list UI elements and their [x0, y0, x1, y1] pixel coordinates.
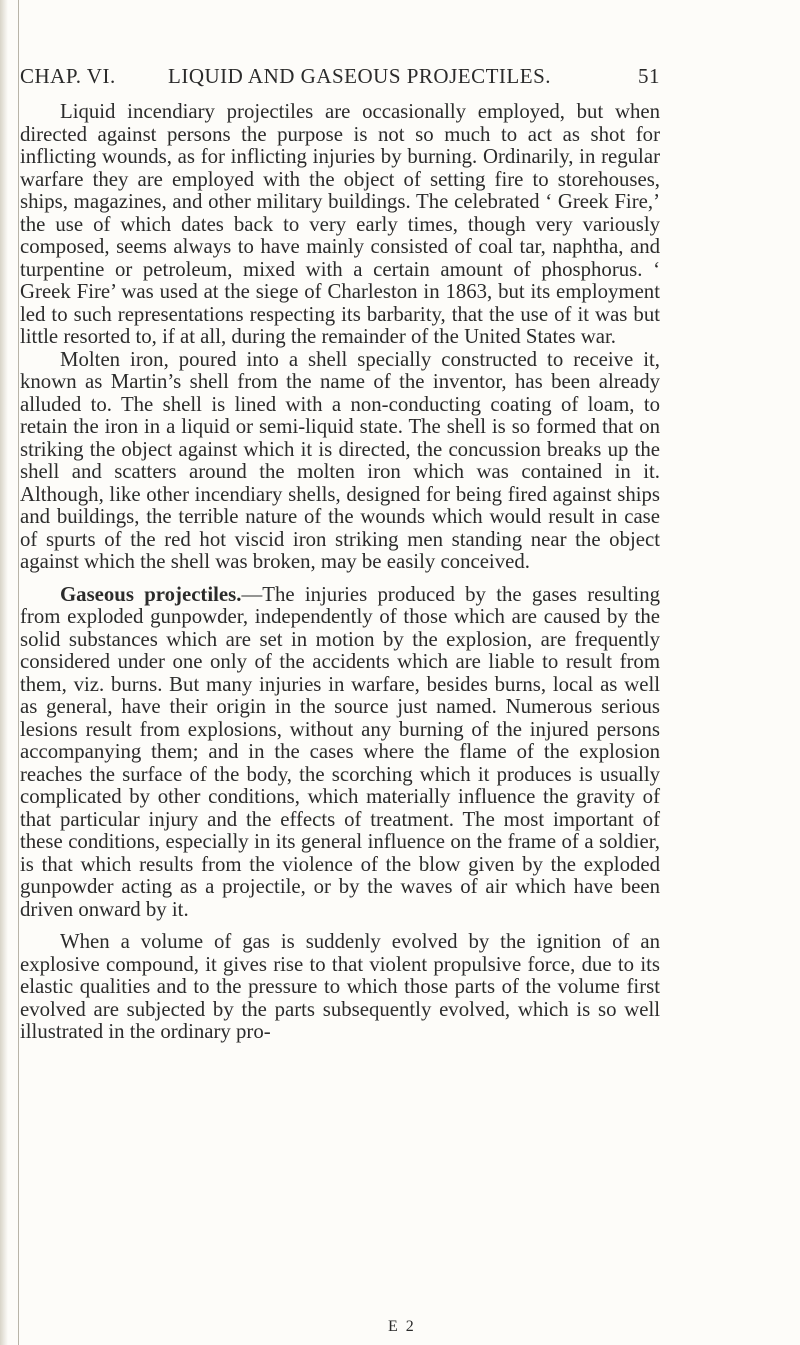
page-gutter-shadow	[0, 0, 8, 1345]
paragraph-molten-iron	[20, 349, 660, 574]
paragraph-gaseous-projectiles	[20, 584, 660, 922]
paragraph-volume-of-gas	[20, 931, 660, 1044]
running-title: LIQUID AND GASEOUS PROJECTILES.	[168, 64, 552, 88]
section-run-in-heading: Gaseous projectiles.	[60, 582, 242, 606]
paragraph-liquid-incendiary	[20, 101, 660, 349]
printer-signature-mark: E 2	[388, 1318, 416, 1335]
paragraph-text: Molten iron, poured into a shell specially constructed to receive it, known as Martin’s shell from the name of the inventor, has been already alluded to. The shell is lined with a non-conducting coating of loam, to retain the iron in a liquid or semi-liquid state. The shell is so formed that on striking the object against which it is directed, the concussion breaks up the shell and scatters around the molten iron which was contained in it. Although, like other incendiary shells, designed for being fired against ships and buildings, the terrible nature of the wounds which would result in case of spurts of the red hot viscid iron striking men standing near the object against which the shell was broken, may be easily conceived.	[20, 347, 660, 573]
page-number: 51	[638, 64, 660, 88]
body-text	[20, 101, 660, 1044]
paragraph-text: Liquid incendiary projectiles are occasionally employed, but when directed against persons the purpose is not so much to act as shot for inflicting wounds, as for inflicting injuries by burning. Ordinarily, in regular warfare they are employed with the object of setting fire to storehouses, ships, magazines, and other military buildings. The celebrated ‘ Greek Fire,’ the use of which dates back to very early times, though very variously composed, seems always to have mainly consisted of coal tar, naphtha, and turpentine or petroleum, mixed with a certain amount of phosphorus. ‘ Greek Fire’ was used at the siege of Charleston in 1863, but its employment led to such representations respecting its barbarity, that the use of it was but little resorted to, if at all, during the remainder of the United States war.	[20, 100, 660, 348]
page-edge-line	[18, 0, 19, 1345]
paragraph-text: —The injuries produced by the gases resulting from exploded gunpowder, independently of those which are caused by the solid substances which are set in motion by the explosion, are frequently considered under one only of the accidents which are liable to result from them, viz. burns. But many injuries in warfare, besides burns, local as well as general, have their origin in the source just named. Numerous serious lesions result from explosions, without any burning of the injured persons accompanying them; and in the cases where the flame of the explosion reaches the surface of the body, the scorching which it produces is usually complicated by other conditions, which materially influence the gravity of that particular injury and the effects of treatment. The most important of these conditions, especially in its general influence on the frame of a soldier, is that which results from the violence of the blow given by the exploded gunpowder acting as a projectile, or by the waves of air which have been driven onward by it.	[20, 582, 660, 921]
running-header	[20, 64, 660, 94]
chapter-label: CHAP. VI.	[20, 64, 116, 88]
paragraph-text: When a volume of gas is suddenly evolved by the ignition of an explosive compound, it gives rise to that violent propulsive force, due to its elastic qualities and to the pressure to which those parts of the volume first evolved are subjected by the parts subsequently evolved, which is so well illustrated in the ordinary pro-	[20, 930, 660, 1043]
